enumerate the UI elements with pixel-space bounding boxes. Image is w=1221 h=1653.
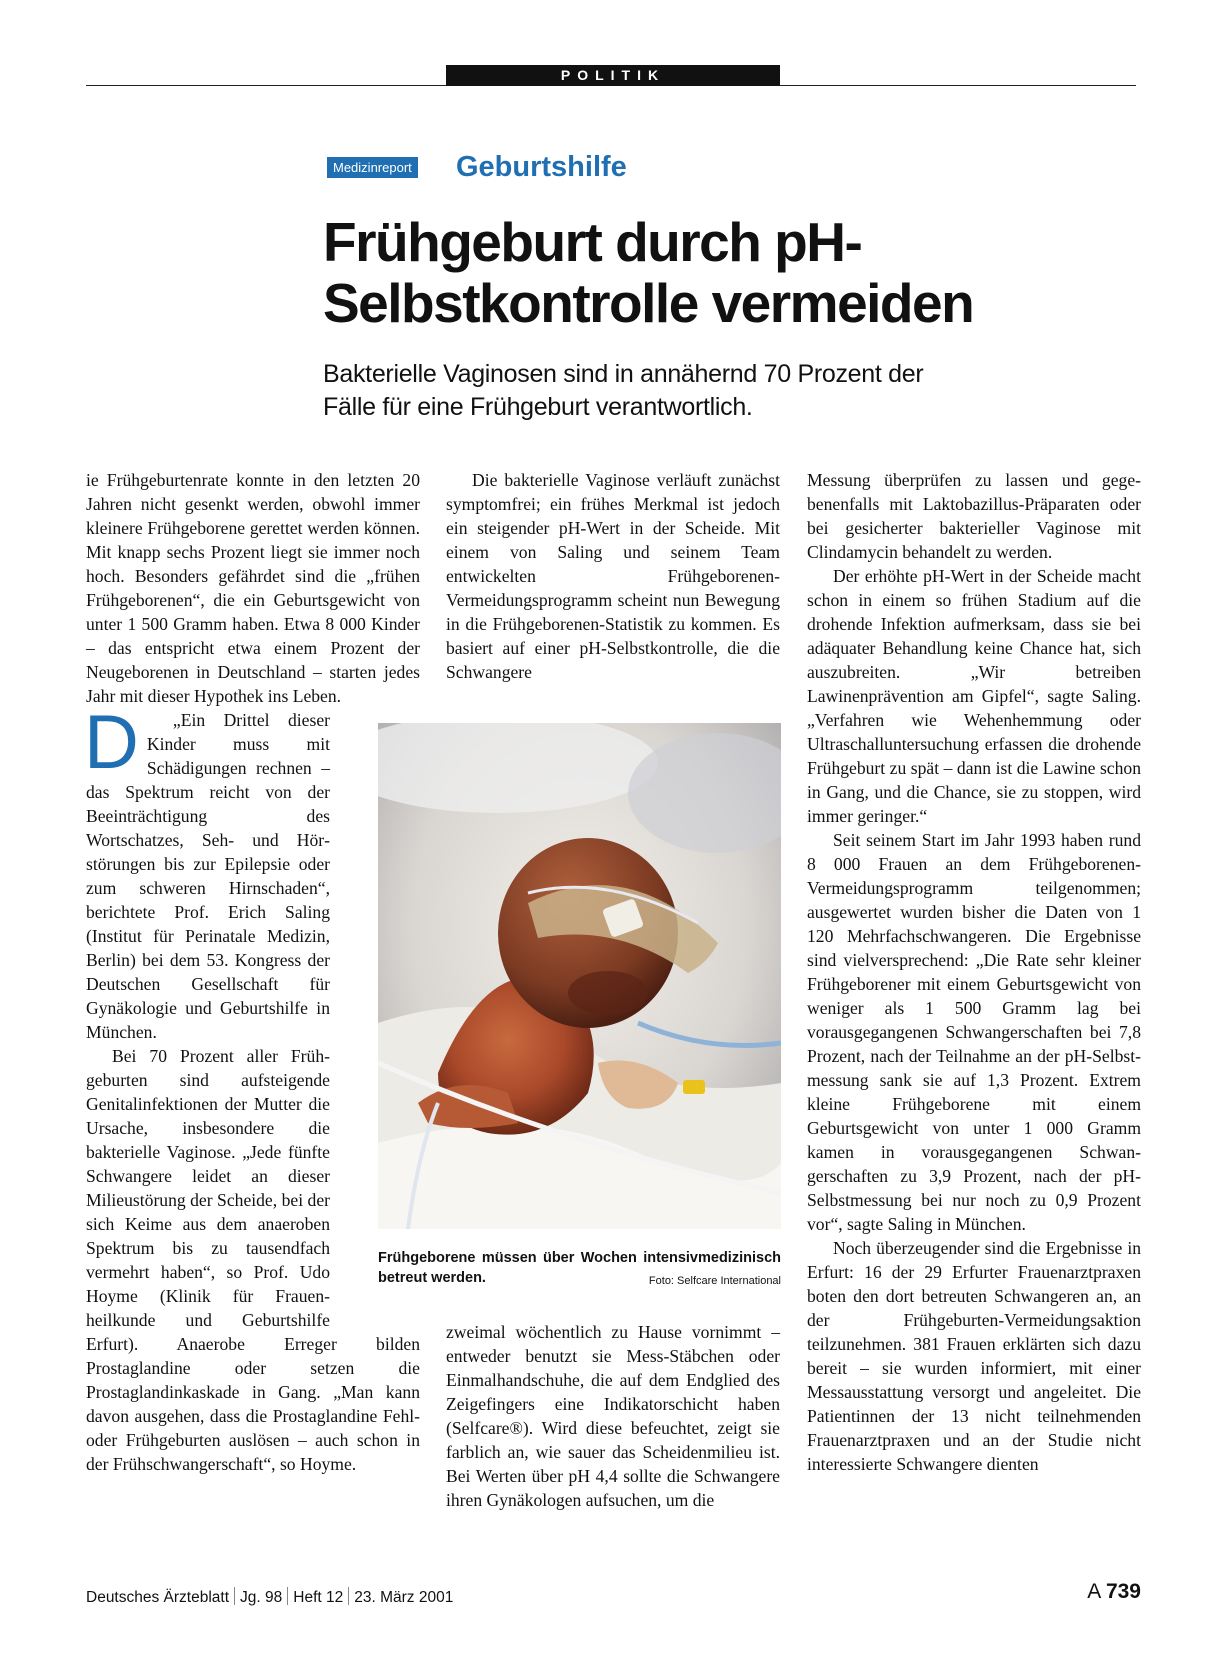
rubric-badge: Medizinreport bbox=[327, 157, 418, 178]
journal-name: Deutsches Ärzteblatt bbox=[86, 1589, 230, 1606]
paragraph: Messung überprüfen zu lassen und gegebenenfalls mit Laktobazillus-Präparaten oder bei gesicherter bakterieller Vaginose mit Clindamycin behandelt zu werden. bbox=[807, 470, 1141, 562]
paragraph bbox=[84, 468, 420, 785]
paragraph: Der erhöhte pH-Wert in der Scheide macht schon in einem so frühen Stadium auf die drohende Infektion aufmerksam, dass sie bei adäquater Behandlung keine Chance hat, sich auszubreiten. „Wir betreiben Lawinenprävention am Gipfel“, sagte Saling. „Verfahren wie Wehenhemmung oder Ultraschalluntersuchung erfassen die drohende Frühgeburt zu spät – dann ist die Lawine schon in Gang, und die Chance, sie zu stoppen, wird immer geringer.“ bbox=[807, 566, 1141, 826]
paragraph: zweimal wöchentlich zu Hause vornimmt – entweder benutzt sie Mess-Stäbchen oder Einmalhandschuhe, die auf dem Endglied des Zeigefingers eine Indikatorschicht haben (Selfcare®). Wird diese befeuchtet, zeigt sie farblich an, wie sauer das Scheidenmilieu ist. Bei Werten über pH 4,4 sollte die Schwangere ihren Gynäkologen aufsuchen, um die bbox=[446, 1322, 780, 1510]
paragraph-text: ie Frühgeburtenrate konnte in den letzten 20 Jahren nicht gesenkt werden, obwohl immer kleinere Frühgeborene gerettet werden können. Mit knapp sechs Prozent liegt sie immer noch hoch. Besonders gefährdet sind die „frühen Frühgeborenen“, die ein Geburtsgewicht von unter 1 500 Gramm haben. Etwa 8 000 Kinder – das entspricht etwa einem Prozent der Neugeborenen in Deutschland – starten jedes Jahr mit dieser Hypothek ins Leben. bbox=[86, 470, 420, 706]
premature-baby-photo bbox=[378, 723, 781, 1229]
volume: Jg. 98 bbox=[240, 1589, 283, 1606]
headline bbox=[323, 212, 1143, 334]
page-prefix: A bbox=[1087, 1580, 1101, 1603]
footer-divider bbox=[348, 1587, 349, 1605]
photo-credit: Foto: Selfcare International bbox=[648, 1275, 781, 1287]
paragraph: „Ein Drittel dieser Kinder muss mit Schädigungen rechnen – das Spektrum reicht von der Beeinträchtigung des Wortschatzes, Seh- und Hörstörungen bis zur Epilepsie oder zum schweren Hirnschaden“, berichtete Prof. Erich Saling (Institut für Perinatale Medizin, Berlin) bei dem 53. Kongress der Deutschen Gesellschaft für Gynäkologie und Geburtshilfe in München. bbox=[86, 710, 330, 1042]
dropcap: D bbox=[84, 700, 139, 785]
page-value: 739 bbox=[1105, 1580, 1141, 1603]
section-label: POLITIK bbox=[446, 65, 780, 86]
headline-line-1: Frühgeburt durch pH- bbox=[323, 211, 862, 273]
deck bbox=[323, 358, 1143, 424]
footer-divider bbox=[287, 1587, 288, 1605]
paragraph: Bei 70 Prozent aller Frühgeburten sind aufsteigende Genitalinfektionen der Mutter die Ursache, insbesondere die bakterielle Vaginose. „Jede fünfte Schwangere leidet an dieser Milieustörung der Scheide, bei der sich Keime aus dem anaeroben Spektrum bis zu tausendfach vermehrt haben“, so Prof. Udo Hoyme (Klinik für Frauenheilkunde und Geburtshilfe Erfurt). Anaerobe Erreger bilden Prostaglandine oder setzen die Prostaglandinkaskade in Gang. „Man kann davon ausgehen, dass die Prostaglandine Fehl- oder Frühgeburten auslösen – auch schon in der Frühschwangerschaft“, so Hoyme. bbox=[86, 1046, 420, 1474]
column-3 bbox=[807, 468, 1141, 1476]
page-number bbox=[1087, 1580, 1141, 1604]
paragraph: Die bakterielle Vaginose verläuft zunächst symptomfrei; ein frühes Merkmal ist jedoch ein steigender pH-Wert in der Scheide. Mit einem von Saling und seinem Team entwickelten Frühgeborenen-Vermeidungsprogramm scheint nun Bewegung in die Frühgeborenen-Statistik zu kommen. Es basiert auf einer pH-Selbstkontrolle, die die Schwangere bbox=[446, 470, 780, 682]
column-2-bottom bbox=[446, 1320, 780, 1512]
article-photo bbox=[378, 723, 781, 1229]
footer bbox=[86, 1587, 453, 1607]
column-2-top bbox=[446, 468, 780, 684]
deck-line-1: Bakterielle Vaginosen sind in annähernd 70 Prozent der bbox=[323, 360, 924, 388]
column-1 bbox=[86, 468, 420, 1476]
kicker: Geburtshilfe bbox=[456, 151, 627, 183]
paragraph: Seit seinem Start im Jahr 1993 haben rund 8 000 Frauen an dem Frühgeborenen-Vermeidungsprogramm teilgenommen; ausgewertet wurden bisher die Daten von 1 120 Mehrfachschwangeren. Die Ergebnisse sind vielversprechend: „Die Rate sehr kleiner Frühgeborener mit einem Geburtsgewicht von weniger als 1 500 Gramm lag bei vorausgegangenen Schwangerschaften bei 7,8 Prozent, nach der Teilnahme an der pH-Selbstmessung sank sie auf 1,3 Prozent. Extrem kleine Frühgeborene mit einem Geburtsgewicht von unter 1 000 Gramm kamen in vorausgegangenen Schwangerschaften zu 3,9 Prozent, nach der pH-Selbstmessung bei nur noch zu 0,9 Prozent vor“, sagte Saling in München. bbox=[807, 830, 1141, 1234]
issue: Heft 12 bbox=[293, 1589, 344, 1606]
paragraph: Noch überzeugender sind die Ergebnisse in Erfurt: 16 der 29 Erfurter Frauenarztpraxen boten den dort betreuten Schwangeren an, an der Frühgeburten-Vermeidungsaktion teilzunehmen. 381 Frauen erklärten sich dazu bereit – sie wurden informiert, mit einer Messausstattung versorgt und angeleitet. Die Patientinnen der 13 nicht teilnehmenden Frauenarztpraxen und an der Studie nicht interessierte Schwangere dienten bbox=[807, 1238, 1141, 1474]
date: 23. März 2001 bbox=[354, 1589, 454, 1606]
headline-line-2: Selbstkontrolle vermeiden bbox=[323, 272, 974, 334]
deck-line-2: Fälle für eine Frühgeburt verantwortlich. bbox=[323, 393, 753, 421]
photo-caption: Frühgeborene müssen über Wochen intensivmedizinisch betreut werden. bbox=[378, 1250, 781, 1286]
footer-divider bbox=[234, 1587, 235, 1605]
